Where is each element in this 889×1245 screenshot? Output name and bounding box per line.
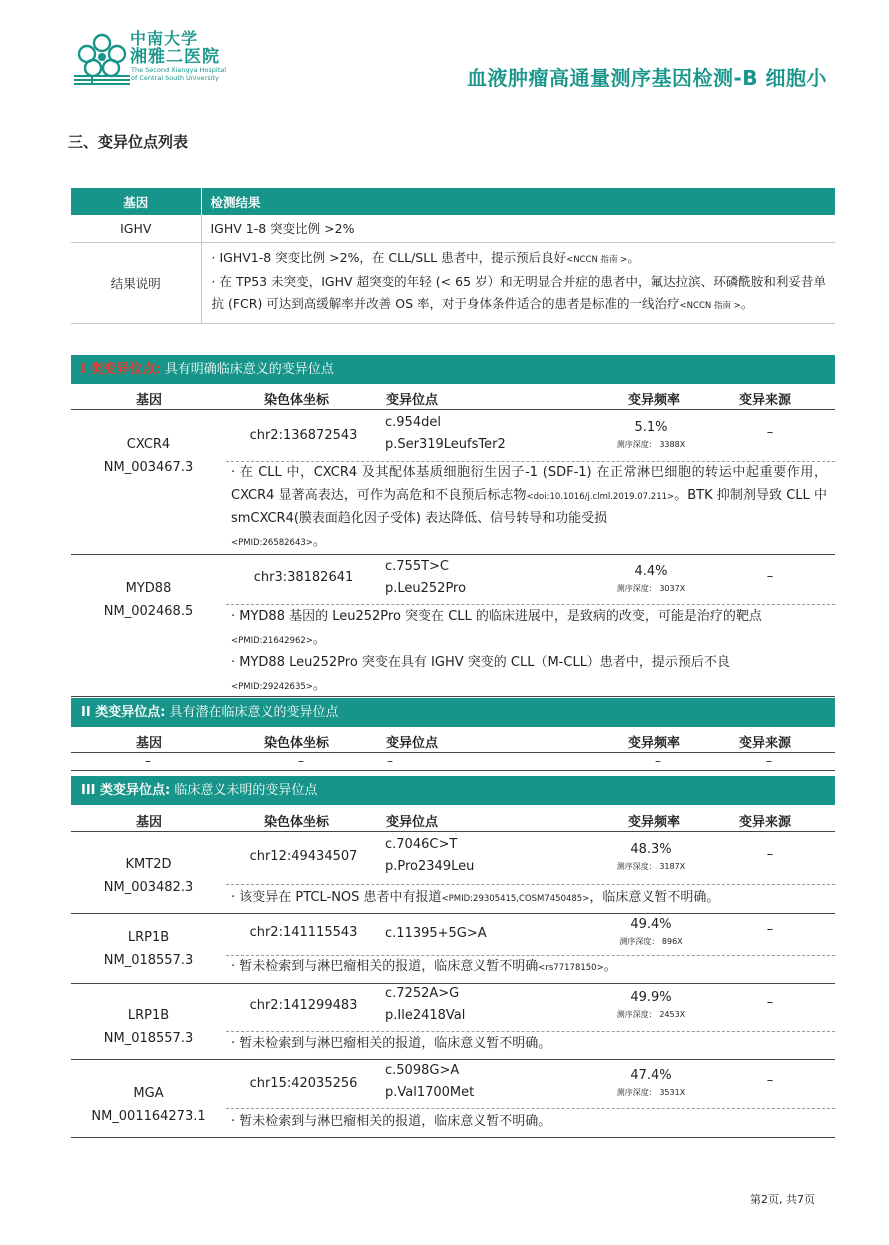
variant-note: · 暂未检索到与淋巴瘤相关的报道，临床意义暂不明确<rs77178150>。 bbox=[231, 959, 617, 974]
variant-chr: chr2:136872543 bbox=[249, 428, 358, 443]
section-title: 三、变异位点列表 bbox=[68, 133, 189, 151]
variant-source: – bbox=[766, 847, 774, 862]
explain-item-2: · 在 TP53 未突变，IGHV 超突变的年轻 (< 65 岁）和无明显合并症的患者中，氟达拉滨、环磷酰胺和利妥昔单抗 (FCR) 可达到高缓解率并改善 OS 率，对于身体条件适合的患者是标准的一线治疗<NCCN 指南 >。 bbox=[211, 273, 826, 311]
variant-note: · 暂未检索到与淋巴瘤相关的报道，临床意义暂不明确。 bbox=[231, 1114, 552, 1129]
variant-frequency: 4.4% 测序深度： 3037X bbox=[616, 564, 686, 593]
variant-gene: CXCR4 NM_003467.3 bbox=[103, 437, 194, 475]
variant-source: – bbox=[766, 425, 774, 440]
col-gene: 基因 bbox=[135, 736, 162, 751]
logo-cn-line1: 中南大学 bbox=[130, 29, 199, 48]
variant-chr: chr15:42035256 bbox=[249, 1076, 358, 1091]
result-row-explain bbox=[71, 242, 835, 323]
empty-variant: – bbox=[387, 754, 393, 768]
report-title: 血液肿瘤高通量测序基因检测-B 细胞小 bbox=[466, 66, 827, 90]
empty-chr: – bbox=[298, 754, 304, 768]
explain-item-1: · IGHV1-8 突变比例 >2%，在 CLL/SLL 患者中，提示预后良好<NCCN 指南 >。 bbox=[211, 249, 640, 265]
variant-note: · 暂未检索到与淋巴瘤相关的报道，临床意义暂不明确。 bbox=[231, 1036, 552, 1051]
divider bbox=[226, 604, 835, 605]
explain-label: 结果说明 bbox=[71, 242, 201, 323]
col-variant: 变异位点 bbox=[386, 393, 439, 408]
variant-chr: chr2:141115543 bbox=[249, 925, 358, 940]
variant-row bbox=[71, 984, 835, 1060]
logo-cn-line2: 湘雅二医院 bbox=[130, 47, 220, 67]
page-number: 第2页, 共7页 bbox=[750, 1193, 815, 1206]
variant-frequency: 47.4% 测序深度： 3531X bbox=[616, 1068, 686, 1097]
result-table bbox=[71, 188, 835, 324]
class2-label: II 类变异位点: bbox=[81, 705, 166, 720]
col-gene-header: 基因 bbox=[71, 188, 201, 215]
variant-gene: KMT2D NM_003482.3 bbox=[103, 857, 194, 895]
logo-en-line1: The Second Xiangya Hospital bbox=[131, 66, 227, 74]
variant-row bbox=[71, 914, 835, 984]
variant-frequency: 48.3% 测序深度： 3187X bbox=[616, 842, 686, 871]
variant-position: c.5098G>A p.Val1700Met bbox=[385, 1063, 475, 1100]
empty-gene: – bbox=[145, 754, 151, 768]
variant-row bbox=[71, 411, 835, 555]
col-source: 变异来源 bbox=[739, 815, 792, 830]
col-source: 变异来源 bbox=[739, 736, 792, 751]
class2-empty-row bbox=[71, 754, 835, 771]
variant-note: · 该变异在 PTCL-NOS 患者中有报道<PMID:29305415,COSM7450485>，临床意义暂不明确。 bbox=[231, 890, 720, 905]
col-freq: 变异频率 bbox=[628, 815, 681, 830]
variant-note: · 在 CLL 中，CXCR4 及其配体基质细胞衍生因子-1 (SDF-1) 在正常淋巴细胞的转运中起重要作用，CXCR4 显著高表达，可作为高危和不良预后标志物<doi:10.1016/j.clml.2019.07.211>。BTK 抑制剂导致 CLL 中 smCXCR4(膜表面趋化因子受体) 表达降低、信号转导和功能受损 <PMID:26582643>。 bbox=[231, 465, 827, 549]
divider bbox=[226, 1031, 835, 1032]
result-gene: IGHV bbox=[71, 215, 201, 242]
variant-chr: chr3:38182641 bbox=[253, 570, 354, 585]
class2-desc: 具有潜在临床意义的变异位点 bbox=[169, 705, 339, 720]
variant-source: – bbox=[766, 1073, 774, 1088]
col-variant: 变异位点 bbox=[386, 815, 439, 830]
variant-note: · MYD88 基因的 Leu252Pro 突变在 CLL 的临床进展中，是致病的改变，可能是治疗的靶点 <PMID:21642962>。 · MYD88 Leu252Pro 突变在具有 IGHV 突变的 CLL（M-CLL）患者中，提示预后不良 <PMID:29242635>。 bbox=[231, 609, 762, 693]
result-table-header bbox=[71, 188, 835, 215]
col-chr: 染色体坐标 bbox=[264, 393, 330, 408]
result-value: IGHV 1-8 突变比例 >2% bbox=[210, 221, 355, 237]
col-gene: 基因 bbox=[135, 815, 162, 830]
variant-position: c.7252A>G p.Ile2418Val bbox=[385, 986, 466, 1023]
class3-desc: 临床意义未明的变异位点 bbox=[174, 783, 318, 798]
col-gene: 基因 bbox=[135, 393, 162, 408]
variant-frequency: 49.9% 测序深度： 2453X bbox=[616, 990, 686, 1019]
divider bbox=[226, 1108, 835, 1109]
class2-band bbox=[71, 698, 835, 727]
variant-gene: LRP1B NM_018557.3 bbox=[103, 1008, 194, 1046]
variant-gene: LRP1B NM_018557.3 bbox=[103, 930, 194, 968]
explain-text bbox=[201, 242, 835, 323]
class1-band bbox=[71, 355, 835, 384]
variant-source: – bbox=[766, 922, 774, 937]
empty-source: – bbox=[766, 754, 772, 768]
col-freq: 变异频率 bbox=[628, 736, 681, 751]
col-variant: 变异位点 bbox=[386, 736, 439, 751]
variant-row bbox=[71, 833, 835, 914]
result-row-ighv bbox=[71, 215, 835, 242]
variant-frequency: 49.4% 测序深度： 896X bbox=[619, 917, 683, 946]
class1-desc: 具有明确临床意义的变异位点 bbox=[164, 362, 334, 377]
col-freq: 变异频率 bbox=[628, 393, 681, 408]
class1-column-header bbox=[71, 385, 835, 410]
variant-chr: chr12:49434507 bbox=[249, 849, 358, 864]
class3-column-header bbox=[71, 807, 835, 832]
class2-column-header bbox=[71, 728, 835, 753]
variant-row bbox=[71, 1060, 835, 1138]
divider bbox=[226, 884, 835, 885]
class3-band bbox=[71, 776, 835, 805]
variant-source: – bbox=[766, 569, 774, 584]
variant-chr: chr2:141299483 bbox=[249, 998, 358, 1013]
variant-source: – bbox=[766, 995, 774, 1010]
logo-chinese-name bbox=[130, 30, 220, 66]
col-chr: 染色体坐标 bbox=[264, 736, 330, 751]
variant-gene: MGA NM_001164273.1 bbox=[91, 1086, 206, 1124]
col-source: 变异来源 bbox=[739, 393, 792, 408]
variant-row bbox=[71, 555, 835, 697]
variant-frequency: 5.1% 测序深度： 3388X bbox=[616, 420, 686, 449]
variant-position: c.7046C>T p.Pro2349Leu bbox=[385, 837, 475, 874]
class1-label: I 类变异位点: bbox=[81, 362, 161, 377]
col-result-header: 检测结果 bbox=[210, 194, 261, 210]
empty-freq: – bbox=[655, 754, 661, 768]
variant-position: c.11395+5G>A bbox=[385, 926, 487, 941]
variant-position: c.954del p.Ser319LeufsTer2 bbox=[385, 415, 506, 452]
logo-english-name bbox=[131, 66, 226, 82]
variant-gene: MYD88 NM_002468.5 bbox=[103, 581, 194, 619]
class3-label: III 类变异位点: bbox=[81, 783, 171, 798]
variant-position: c.755T>C p.Leu252Pro bbox=[385, 559, 467, 596]
col-chr: 染色体坐标 bbox=[264, 815, 330, 830]
logo-en-line2: of Central South University bbox=[131, 74, 219, 82]
